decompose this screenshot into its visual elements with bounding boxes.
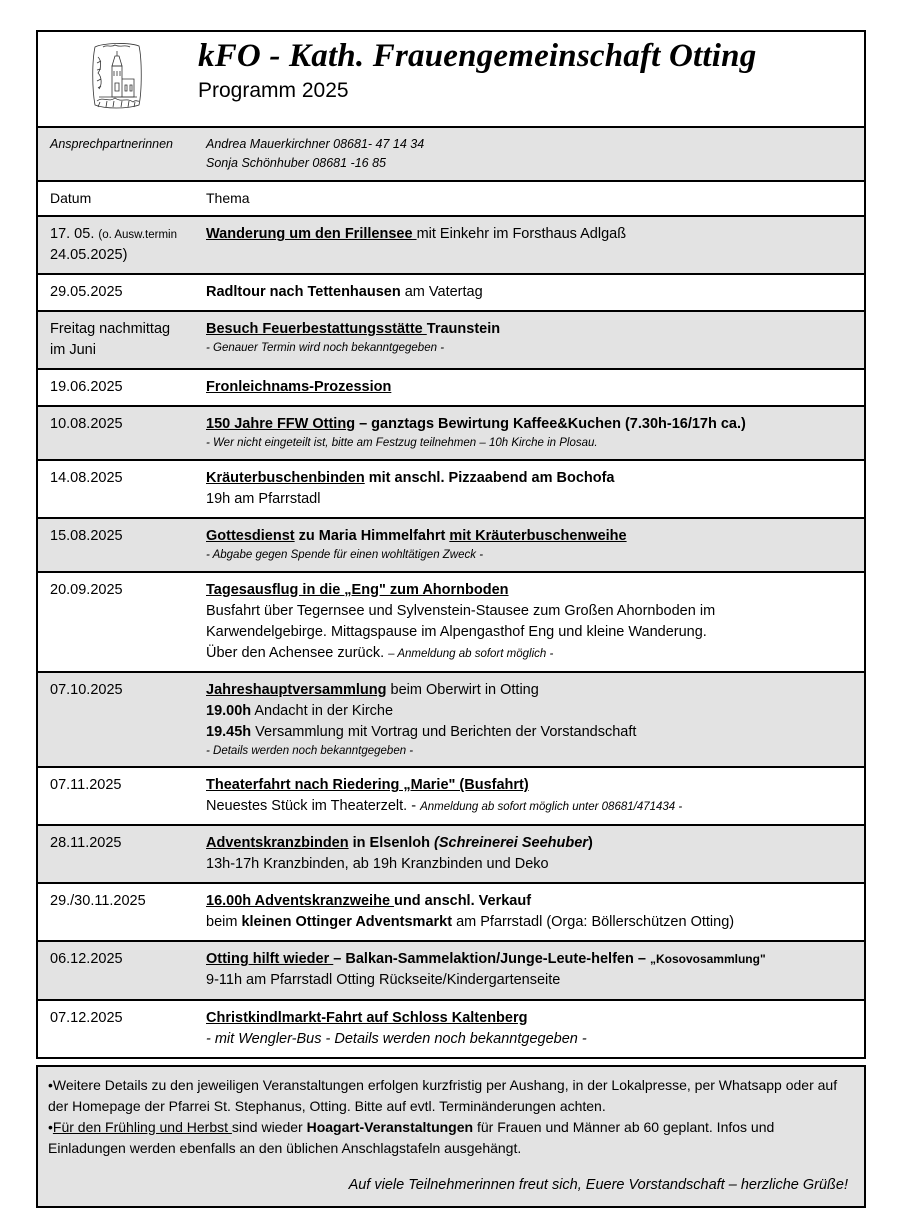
row-body: 9-11h am Pfarrstadl Otting Rückseite/Kindergartenseite <box>206 972 561 989</box>
footer-bullet-1: •Weitere Details zu den jeweiligen Veranstaltungen erfolgen kurzfristig per Aushang, in der Lokalpresse, per Whatsapp oder auf der Homepage der Pfarrei St. Stephanus, Otting. Bitte auf evtl. Terminänderungen achten. <box>48 1076 838 1114</box>
footer-bullet-2: •Für den Frühling und Herbst sind wieder Hoagart-Veranstaltungen für Frauen und Männer ab 60 geplant. Infos und Einladungen werden ebenfalls an den üblichen Anschlagstafeln ausgehängt. <box>48 1118 775 1156</box>
row-date: 19.06.2025 <box>50 379 123 396</box>
row-body: Karwendelgebirge. Mittagspause im Alpengasthof Eng und kleine Wanderung. <box>206 623 707 640</box>
row-title: Radltour nach Tettenhausen am Vatertag <box>206 284 483 301</box>
row-theme <box>202 580 856 664</box>
row-date: 07.12.2025 <box>50 1009 123 1026</box>
row-note: - Genauer Termin wird noch bekanntgegeben - <box>206 342 445 355</box>
row-date: 07.11.2025 <box>50 777 122 794</box>
row-theme <box>202 833 856 875</box>
title-cell <box>198 32 864 104</box>
row-time-line: 19.45h Versammlung mit Vortrag und Berichten der Vorstandschaft <box>206 723 637 740</box>
row-title: 150 Jahre FFW Otting – ganztags Bewirtung Kaffee&Kuchen (7.30h-16/17h ca.) <box>206 416 746 433</box>
logo-cell <box>38 32 198 113</box>
row-date <box>38 224 202 266</box>
page-subtitle: Programm 2025 <box>198 78 349 102</box>
row-note: - Wer nicht eingeteilt ist, bitte am Festzug teilnehmen – 10h Kirche in Plosau. <box>206 437 598 450</box>
row-date-line: Freitag nachmittag <box>50 321 171 338</box>
row-title: Adventskranzbinden in Elsenloh (Schreinerei Seehuber) <box>206 835 593 852</box>
row-title: Jahreshauptversammlung beim Oberwirt in Otting <box>206 681 539 698</box>
row-date: 20.09.2025 <box>50 581 123 598</box>
row-note: - mit Wengler-Bus - Details werden noch bekanntgegeben - <box>206 1030 587 1047</box>
row-theme <box>202 680 856 760</box>
row-theme <box>202 526 856 564</box>
column-header-theme: Thema <box>206 189 250 206</box>
column-header-row <box>38 182 864 218</box>
row-theme <box>202 282 856 303</box>
table-row <box>38 826 864 884</box>
row-title: Theaterfahrt nach Riedering „Marie" (Busfahrt) <box>206 777 529 794</box>
row-date: 29./30.11.2025 <box>50 893 146 910</box>
row-body: Neuestes Stück im Theaterzelt. - Anmeldung ab sofort möglich unter 08681/471434 - <box>206 798 683 815</box>
table-row <box>38 573 864 673</box>
contacts-label: Ansprechpartnerinnen <box>50 137 173 151</box>
row-theme <box>202 891 856 933</box>
row-title: Gottesdienst zu Maria Himmelfahrt mit Kräuterbuschenweihe <box>206 527 627 544</box>
row-title: Christkindlmarkt-Fahrt auf Schloss Kaltenberg <box>206 1009 528 1026</box>
program-table <box>36 30 866 1059</box>
document-header <box>38 32 864 128</box>
row-title: 16.00h Adventskranzweihe und anschl. Verkauf <box>206 893 532 910</box>
row-note: - Abgabe gegen Spende für einen wohltätigen Zweck - <box>206 548 484 561</box>
table-row <box>38 275 864 312</box>
footer-closing: Auf viele Teilnehmerinnen freut sich, Euere Vorstandschaft – herzliche Grüße! <box>348 1176 848 1193</box>
row-title: Kräuterbuschenbinden mit anschl. Pizzaabend am Bochofa <box>206 469 615 486</box>
table-row <box>38 768 864 826</box>
table-row <box>38 884 864 942</box>
table-row <box>38 217 864 275</box>
table-row <box>38 461 864 519</box>
row-date: 10.08.2025 <box>50 416 123 433</box>
row-theme <box>202 319 856 357</box>
row-date-line: 24.05.2025) <box>50 247 128 264</box>
row-title: Fronleichnams-Prozession <box>206 379 392 396</box>
row-date: 06.12.2025 <box>50 951 123 968</box>
table-row <box>38 370 864 407</box>
row-theme <box>202 1008 856 1050</box>
row-theme <box>202 224 856 245</box>
row-body: 19h am Pfarrstadl <box>206 490 321 507</box>
row-body: beim kleinen Ottinger Adventsmarkt am Pfarrstadl (Orga: Böllerschützen Otting) <box>206 914 735 931</box>
row-date: 28.11.2025 <box>50 835 122 852</box>
row-theme <box>202 414 856 452</box>
row-date: 29.05.2025 <box>50 284 123 301</box>
row-body: Über den Achensee zurück. – Anmeldung ab sofort möglich - <box>206 644 554 661</box>
row-title: Otting hilft wieder – Balkan-Sammelaktion/Junge-Leute-helfen – „Kosovosammlung" <box>206 951 766 968</box>
row-note: - Details werden noch bekanntgegeben - <box>206 744 414 757</box>
contacts-row <box>38 128 864 182</box>
row-theme <box>202 468 856 510</box>
table-row <box>38 942 864 1000</box>
footer-notes <box>36 1065 866 1208</box>
page-title: kFO - Kath. Frauengemeinschaft Otting <box>198 38 757 74</box>
row-theme <box>202 377 856 398</box>
row-time-line: 19.00h Andacht in der Kirche <box>206 702 394 719</box>
contact-line: Sonja Schönhuber 08681 -16 85 <box>206 155 387 170</box>
row-theme <box>202 775 856 817</box>
contact-line: Andrea Mauerkirchner 08681- 47 14 34 <box>206 137 425 151</box>
table-row <box>38 519 864 573</box>
row-title: Tagesausflug in die „Eng" zum Ahornboden <box>206 581 509 598</box>
contacts-values <box>202 135 856 173</box>
table-row <box>38 407 864 461</box>
column-header-date: Datum <box>50 189 92 206</box>
row-date: 15.08.2025 <box>50 527 123 544</box>
church-line-drawing-icon <box>89 39 147 113</box>
row-date: 14.08.2025 <box>50 469 123 486</box>
row-title: Besuch Feuerbestattungsstätte Traunstein <box>206 321 501 338</box>
row-date-line: 17. 05. (o. Ausw.termin <box>50 226 177 243</box>
row-title: Wanderung um den Frillensee mit Einkehr im Forsthaus Adlgaß <box>206 226 627 243</box>
table-row <box>38 673 864 769</box>
row-theme <box>202 949 856 991</box>
table-row <box>38 1001 864 1057</box>
row-date <box>38 319 202 361</box>
row-date: 07.10.2025 <box>50 681 123 698</box>
row-body: Busfahrt über Tegernsee und Sylvenstein-Stausee zum Großen Ahornboden im <box>206 602 716 619</box>
row-body: 13h-17h Kranzbinden, ab 19h Kranzbinden und Deko <box>206 856 549 873</box>
table-row <box>38 312 864 370</box>
row-date-line: im Juni <box>50 342 96 359</box>
